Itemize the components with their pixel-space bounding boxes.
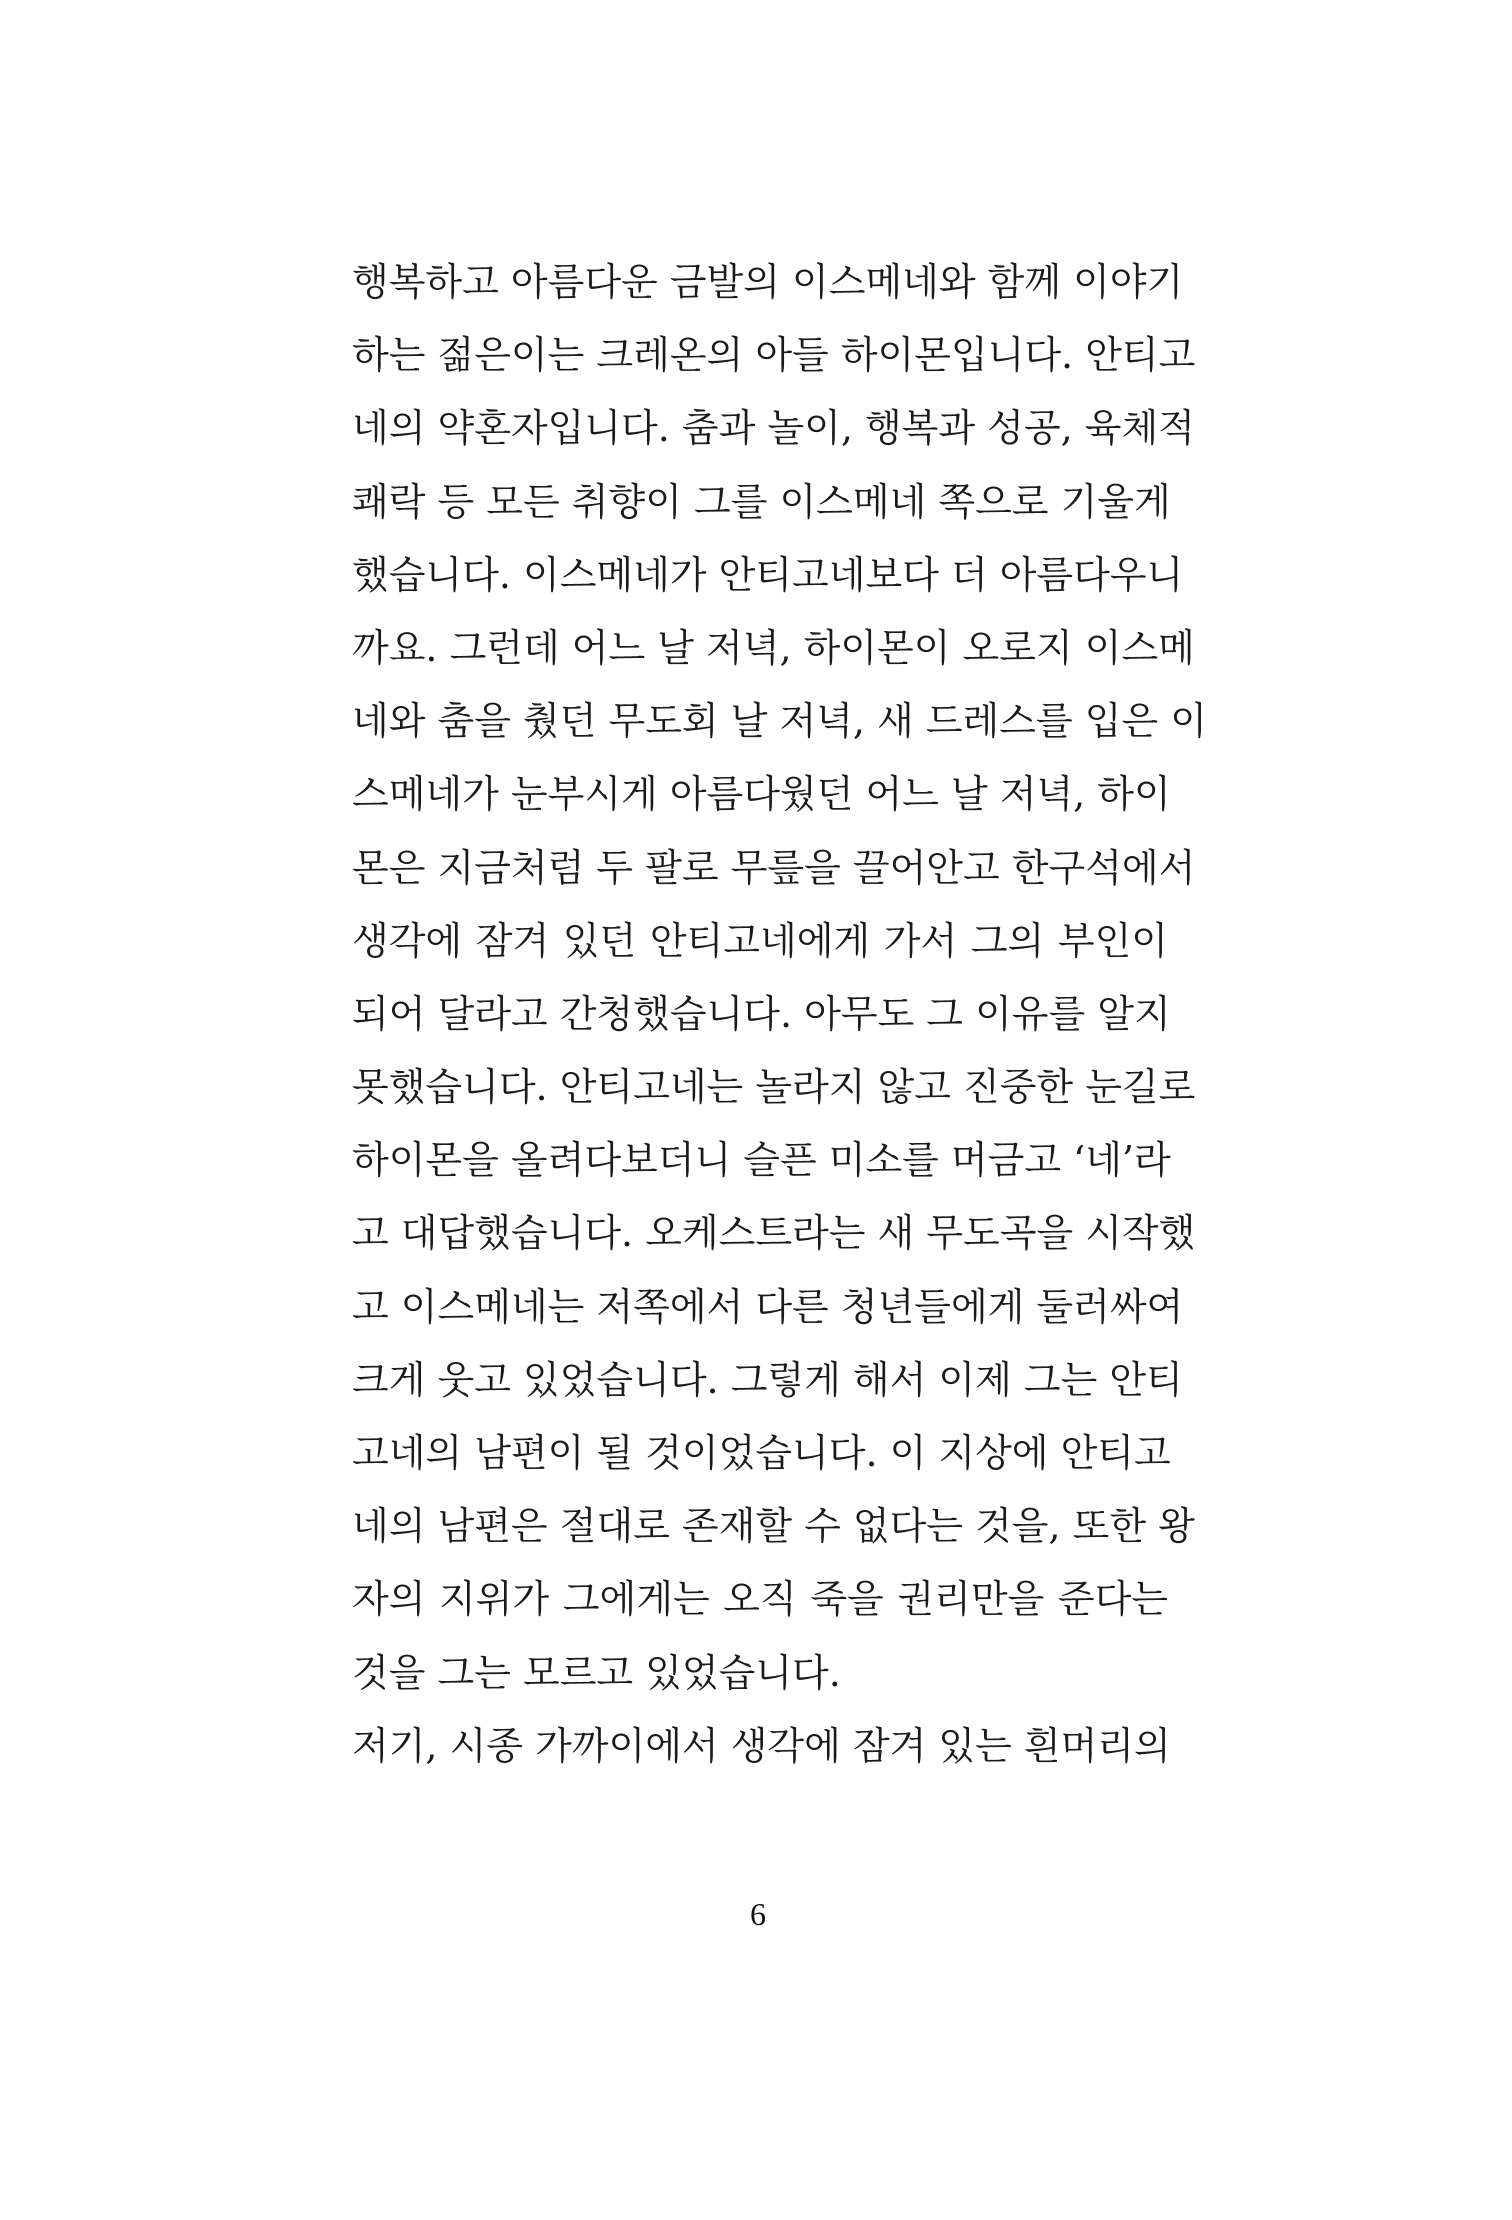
text-line: 저기, 시종 가까이에서 생각에 잠겨 있는 흰머리의 (352, 1723, 1171, 1768)
text-line: 행복하고 아름다운 금발의 이스메네와 함께 이야기 (352, 260, 1184, 304)
text-line: 고 대답했습니다. 오케스트라는 새 무도곡을 시작했 (352, 1211, 1196, 1256)
text-line: 되어 달라고 간청했습니다. 아무도 그 이유를 알지 (352, 991, 1171, 1036)
text-line: 네와 춤을 췄던 무도회 날 저녁, 새 드레스를 입은 이 (352, 699, 1207, 744)
text-line: 했습니다. 이스메네가 안티고네보다 더 아름다우니 (352, 552, 1184, 597)
text-line: 자의 지위가 그에게는 오직 죽을 권리만을 준다는 (352, 1577, 1168, 1622)
text-line: 크게 웃고 있었습니다. 그렇게 해서 이제 그는 안티 (352, 1357, 1183, 1402)
text-line: 쾌락 등 모든 취향이 그를 이스메네 쪽으로 기울게 (352, 479, 1171, 524)
text-line: 고 이스메네는 저쪽에서 다른 청년들에게 둘러싸여 (352, 1284, 1184, 1329)
text-line: 고네의 남편이 될 것이었습니다. 이 지상에 안티고 (352, 1431, 1171, 1475)
text-line: 못했습니다. 안티고네는 놀라지 않고 진중한 눈길로 (352, 1065, 1196, 1110)
text-line: 스메네가 눈부시게 아름다웠던 어느 날 저녁, 하이 (352, 772, 1171, 817)
text-line: 생각에 잠겨 있던 안티고네에게 가서 그의 부인이 (352, 918, 1168, 963)
text-line: 하이몬을 올려다보더니 슬픈 미소를 머금고 ‘네’라 (352, 1138, 1171, 1183)
page-number: 6 (750, 1896, 766, 1932)
text-line: 것을 그는 모르고 있었습니다. (352, 1650, 841, 1695)
text-line: 네의 약혼자입니다. 춤과 놀이, 행복과 성공, 육체적 (352, 406, 1195, 451)
body-text (352, 246, 1207, 1783)
text-line: 몬은 지금처럼 두 팔로 무릎을 끌어안고 한구석에서 (352, 845, 1196, 890)
text-line: 까요. 그런데 어느 날 저녁, 하이몬이 오로지 이스메 (352, 625, 1195, 670)
text-line: 하는 젊은이는 크레온의 아들 하이몬입니다. 안티고 (352, 333, 1196, 378)
text-line: 네의 남편은 절대로 존재할 수 없다는 것을, 또한 왕 (352, 1504, 1195, 1549)
